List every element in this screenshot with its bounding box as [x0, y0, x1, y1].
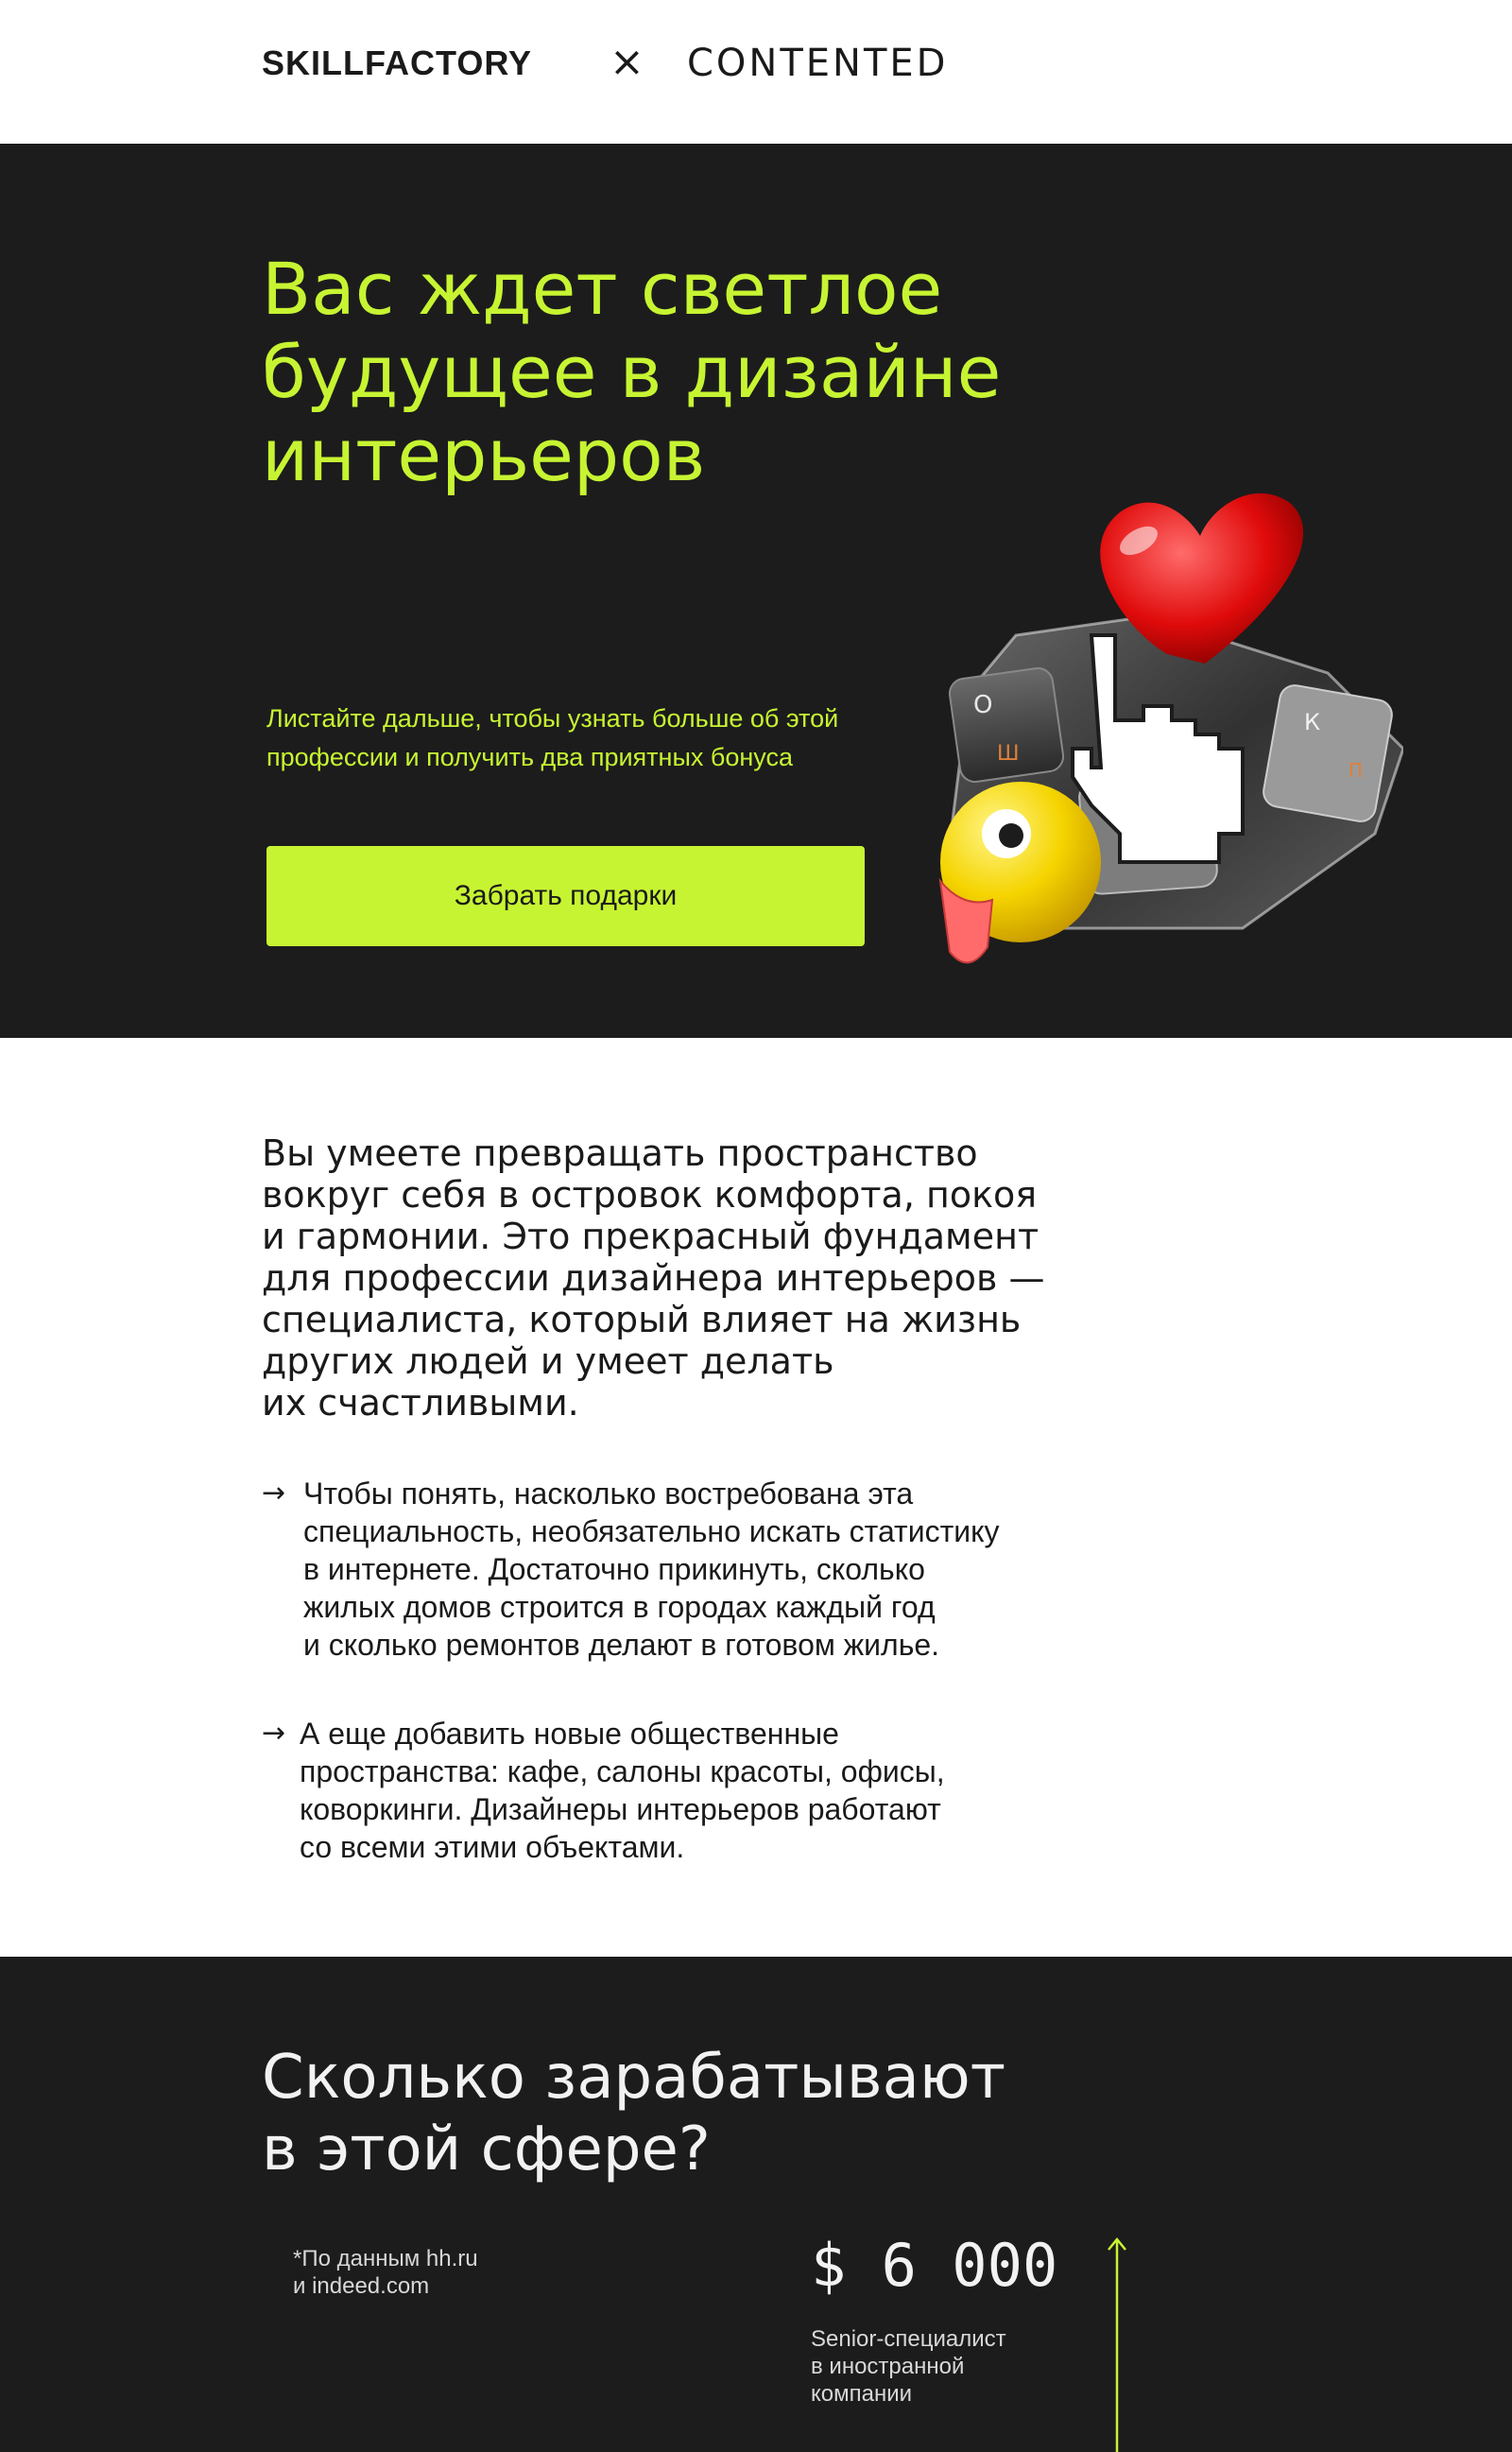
keycap-p-label: П — [1349, 759, 1364, 782]
hero-title: Вас ждет светлое будущее в дизайне интерьеров — [262, 247, 1002, 497]
data-source-note: *По данным hh.ru и indeed.com — [293, 2246, 478, 2299]
arrow-right-icon: → — [262, 1717, 286, 1750]
salary-description: Senior-специалист в иностранной компании — [811, 2326, 1006, 2407]
keycap-sh-label: Ш — [997, 742, 1020, 766]
arrow-up-icon — [1106, 2236, 1128, 2452]
intro-lead-text: Вы умеете превращать пространство вокруг себя в островок комфорта, покоя и гармонии. Это прекрасный фундамент для профессии дизайнера интерьеров — специалиста, который влияет на жизнь других людей и умеет делать их счастливыми. — [262, 1132, 1045, 1424]
list-item-text: А еще добавить новые общественные пространства: кафе, салоны красоты, офисы, коворкинги. Дизайнеры интерьеров работают со всеми этими объектами. — [300, 1717, 945, 1864]
keyboard-heart-cursor-illustration — [931, 437, 1403, 1004]
header — [0, 0, 1512, 144]
arrow-right-icon: → — [262, 1476, 286, 1510]
collab-separator: × — [610, 38, 644, 86]
winking-face-emoji-icon — [940, 782, 1101, 962]
intro-section — [0, 1038, 1512, 1957]
keycap-k — [1262, 683, 1395, 824]
earnings-title: Сколько зарабатывают в этой сфере? — [262, 2043, 1005, 2184]
contented-logo: CONTENTED — [687, 42, 949, 85]
salary-amount: $ 6 000 — [811, 2231, 1058, 2300]
list-item-text: Чтобы понять, насколько востребована эта специальность, необязательно искать статистику в интернете. Достаточно прикинуть, сколько жилых домов строится в городах каждый год и сколько ремонтов делают в готовом жилье. — [303, 1476, 1000, 1662]
keycap-o-label: О — [973, 691, 993, 719]
keycap-o — [948, 666, 1065, 784]
skillfactory-logo: SKILLFACTORY — [262, 43, 533, 82]
hero-subtitle: Листайте дальше, чтобы узнать больше об этой профессии и получить два приятных бонуса — [266, 704, 839, 771]
earnings-section — [0, 1957, 1512, 2452]
get-gifts-button[interactable]: Забрать подарки — [266, 846, 865, 946]
hero-section — [0, 144, 1512, 1038]
keycap-k-label: К — [1304, 709, 1321, 735]
